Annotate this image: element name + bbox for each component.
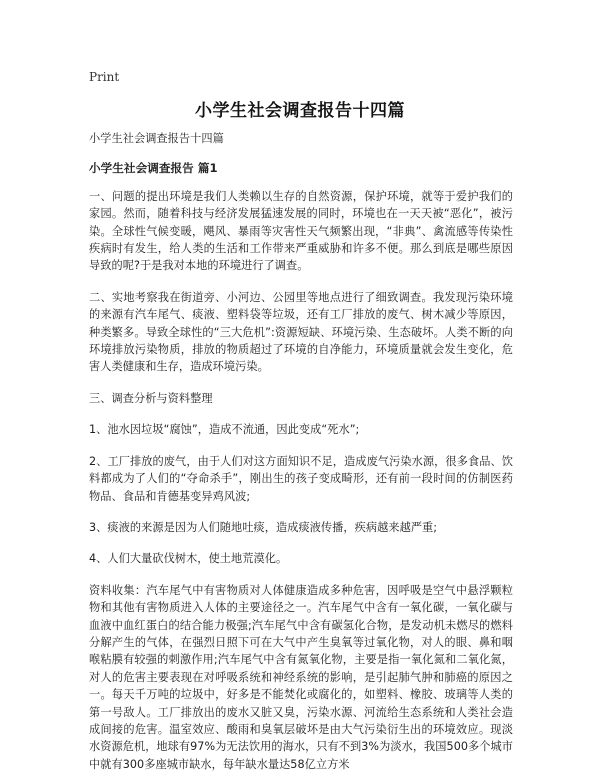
list-item-4: 4、人们大量砍伐树木，使土地荒漠化。 — [89, 552, 288, 566]
list-item-1: 1、池水因垃圾“腐蚀”，造成不流通，因此变成“死水”; — [89, 423, 360, 437]
print-link[interactable]: Print — [89, 70, 120, 84]
paragraph-analysis-heading: 三、调查分析与资料整理 — [89, 391, 213, 405]
document-subtitle: 小学生社会调查报告十四篇 — [89, 132, 224, 145]
paragraph-field-investigation: 二、实地考察我在街道旁、小河边、公园里等地点进行了细致调查。我发现污染环境的来源有汽车尾气、痰液、塑料袋等垃圾，还有工厂排放的废气、树木减少等原因，种类繁多。导致全球性的“三大危机”:资源短缺、环境污染、生态破坏。人类不断的向环境排放污染物质，排放的物质超过了环境的自净能力，环境质量就会发生变化，危害人类健康和生存，造成环境污染。 — [89, 290, 513, 374]
page-title: 小学生社会调查报告十四篇 — [195, 101, 405, 121]
list-item-3: 3、痰液的来源是因为人们随地吐痰，造成痰液传播，疾病越来越严重; — [89, 520, 438, 534]
paragraph-problem-statement: 一、问题的提出环境是我们人类赖以生存的自然资源，保护环境，就等于爱护我们的家园。然而，随着科技与经济发展猛速发展的同时，环境也在一天天被“恶化”，被污染。全球性气候变暖，飓风、暴雨等灾害性天气频繁出现，“非典”、禽流感等传染性疾病时有发生，给人类的生活和工作带来严重威胁和许多不便。那么到底是哪些原因导致的呢?于是我对本地的环境进行了调查。 — [89, 189, 513, 273]
section-heading: 小学生社会调查报告 篇1 — [89, 161, 218, 176]
document-body — [89, 130, 513, 776]
list-item-2: 2、工厂排放的废气，由于人们对这方面知识不足，造成废气污染水源，很多食品、饮料都成为了人们的“夺命杀手”，刚出生的孩子变成畸形，还有前一段时间的仿制医药物品、食品和肯德基变异鸡风波; — [89, 454, 513, 503]
paragraph-data-collection: 资料收集：汽车尾气中有害物质对人体健康造成多种危害，因呼吸是空气中悬浮颗粒物和其他有害物质进入人体的主要途径之一。汽车尾气中含有一氧化碳，一氧化碳与血液中血红蛋白的结合能力极强;汽车尾气中含有碳氢化合物，是发动机未燃尽的燃料分解产生的气体，在强烈日照下可在大气中产生臭氧等过氧化物，对人的眼、鼻和咽喉粘膜有较强的刺激作用;汽车尾气中含有氮氧化物，主要是指一氧化氮和二氧化氮，对人的危害主要表现在对呼吸系统和神经系统的影响，是引起肺气肿和肺癌的原因之一。每天千万吨的垃圾中，好多是不能焚化或腐化的，如塑料、橡胶、玻璃等人类的第一号敌人。工厂排放出的废水又脏又臭，污染水源、河流给生态系统和人类社会造成间接的危害。温室效应、酸雨和臭氧层破坏是由大气污染衍生出的环境效应。现淡水资源危机，地球有97%为无法饮用的海水，只有不到3%为淡水，我国500多个城市中就有300多座城市缺水，每年缺水量达58亿立方米 — [89, 583, 513, 771]
